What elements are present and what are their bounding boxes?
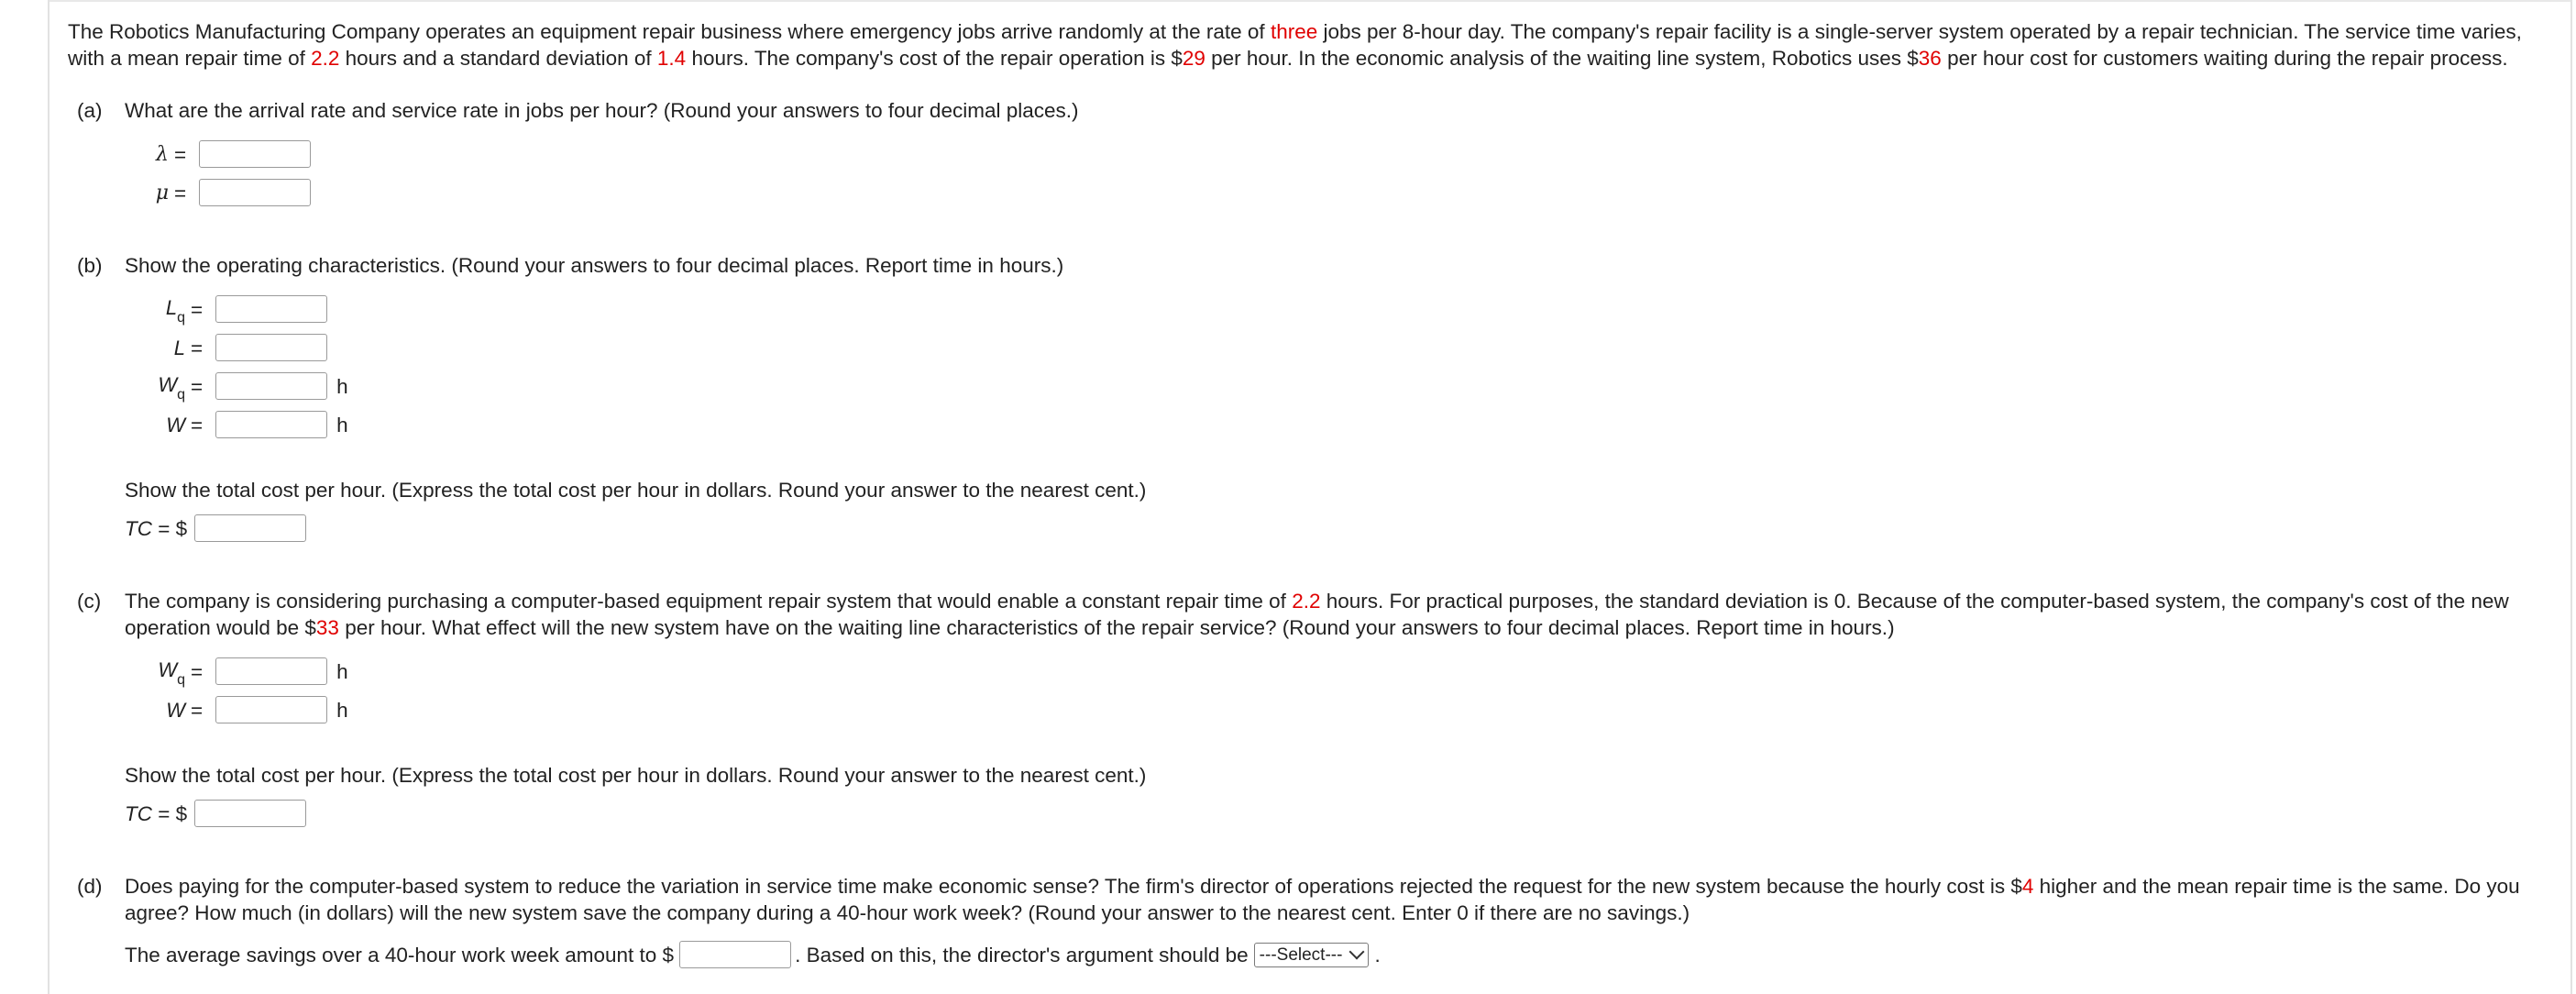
part-c-w-row: [125, 690, 2558, 729]
question-text: The company is considering purchasing a computer-based equipment repair system that would enable a constant repair time of: [125, 590, 1293, 613]
w-symbol: W: [166, 413, 185, 436]
tc-equals-dollar: = $: [152, 516, 188, 540]
lq-row: [125, 290, 2558, 328]
part-b: [68, 252, 2558, 547]
question-text: hours. For practical purposes, the standard deviation is 0. Because of the computer-based system, the company's cost of the new operation would be $: [125, 590, 2509, 639]
part-a-question: What are the arrival rate and service rate in jobs per hour? (Round your answers to four decimal places.): [125, 99, 1079, 122]
argument-select[interactable]: [1254, 943, 1370, 967]
part-c-tc-input[interactable]: [194, 800, 306, 827]
part-c-question: [125, 588, 2558, 641]
w-input[interactable]: [215, 411, 327, 438]
mu-label: [125, 179, 174, 206]
lambda-input[interactable]: [199, 140, 311, 168]
arrival-rate-value: three: [1270, 20, 1318, 43]
question-text: Does paying for the computer-based system to reduce the variation in service time make economic sense? The firm's director of operations rejected the request for the new system because the hourly cost is $: [125, 875, 2022, 898]
waiting-cost-value: 36: [1918, 47, 1942, 70]
wq-subscript: q: [177, 672, 185, 688]
intro-text: jobs per 8-hour day. The company's repair facility is a single-server system operated by a repair technician. The service time varies, with a mean repair time of: [68, 20, 2522, 70]
intro-text: per hour cost for customers waiting during the repair process.: [1941, 47, 2508, 70]
l-label: [125, 335, 191, 361]
equals-sign: =: [191, 336, 204, 359]
part-c-answers: [125, 652, 2558, 729]
period: .: [1374, 943, 1381, 966]
part-b-letter: (b): [77, 254, 103, 277]
argument-label: . Based on this, the director's argument should be: [795, 943, 1249, 966]
w-symbol: W: [166, 698, 185, 722]
part-d-question: [125, 873, 2558, 926]
wq-subscript: q: [177, 387, 185, 403]
lq-input[interactable]: [215, 295, 327, 323]
question-content: [68, 18, 2558, 974]
wq-symbol: W: [158, 658, 178, 681]
savings-input[interactable]: [679, 941, 791, 968]
part-a-letter: (a): [77, 99, 103, 122]
constant-time-value: 2.2: [1292, 590, 1321, 613]
chevron-down-icon: [1349, 944, 1365, 960]
hours-unit: h: [336, 374, 348, 398]
part-b-question: Show the operating characteristics. (Round your answers to four decimal places. Report time in hours.): [125, 254, 1064, 277]
wq-label: [125, 657, 191, 686]
equals-sign: =: [191, 659, 204, 683]
part-c-w-input[interactable]: [215, 696, 327, 723]
w-label: [125, 697, 191, 723]
part-c: [68, 588, 2558, 833]
wq-input[interactable]: [215, 372, 327, 400]
part-c-cost-question: Show the total cost per hour. (Express the total cost per hour in dollars. Round your answer to the nearest cent.): [125, 764, 1147, 787]
part-b-answers: [125, 290, 2558, 444]
part-c-wq-row: [125, 652, 2558, 690]
lambda-row: [125, 135, 2558, 173]
savings-label: The average savings over a 40-hour work week amount to $: [125, 943, 675, 966]
part-b-cost-question: Show the total cost per hour. (Express the total cost per hour in dollars. Round your answer to the nearest cent.): [125, 479, 1147, 502]
equals-sign: =: [191, 374, 204, 398]
lq-label: [125, 294, 191, 324]
equals-sign: =: [174, 142, 187, 166]
tc-label: TC: [125, 516, 152, 540]
select-value: ---Select---: [1259, 944, 1343, 965]
part-a: [68, 97, 2558, 212]
part-b-tc-input[interactable]: [194, 514, 306, 542]
equals-sign: =: [191, 413, 204, 436]
part-d-letter: (d): [77, 875, 103, 898]
hours-unit: h: [336, 413, 348, 436]
wq-label: [125, 371, 191, 401]
part-a-answers: [125, 135, 2558, 212]
mu-symbol: μ: [155, 182, 169, 204]
tc-label: TC: [125, 801, 152, 825]
lambda-label: [125, 140, 174, 168]
part-c-tc-row: [125, 794, 2558, 833]
w-row: [125, 405, 2558, 444]
equals-sign: =: [191, 297, 204, 321]
lq-symbol: L: [165, 296, 178, 319]
equals-sign: =: [174, 181, 187, 204]
equals-sign: =: [191, 698, 204, 722]
question-text: per hour. What effect will the new system have on the waiting line characteristics of the repair service? (Round your answers to four decimal places. Report time in hours.): [338, 616, 1895, 639]
savings-row: [125, 935, 2558, 974]
mu-input[interactable]: [199, 179, 311, 206]
w-label: [125, 412, 191, 438]
hours-unit: h: [336, 698, 348, 722]
part-c-letter: (c): [77, 590, 102, 613]
part-d: [68, 873, 2558, 974]
new-cost-value: 33: [315, 616, 339, 639]
tc-equals-dollar: = $: [152, 801, 188, 825]
l-row: [125, 328, 2558, 367]
lambda-symbol: λ: [156, 143, 169, 166]
hours-unit: h: [336, 659, 348, 683]
l-input[interactable]: [215, 334, 327, 361]
intro-text: The Robotics Manufacturing Company operates an equipment repair business where emergency jobs arrive randomly at the rate of: [68, 20, 1271, 43]
wq-row: [125, 367, 2558, 405]
part-c-wq-input[interactable]: [215, 657, 327, 685]
lq-subscript: q: [177, 310, 185, 326]
question-text: higher and the mean repair time is the same. Do you agree? How much (in dollars) will the new system save the company during a 40-hour work week? (Round your answer to the nearest cent. Enter 0 if there are no savings.): [125, 875, 2520, 924]
part-b-tc-row: [125, 509, 2558, 547]
wq-symbol: W: [158, 373, 178, 396]
problem-statement: [68, 18, 2558, 72]
l-symbol: L: [173, 336, 185, 359]
intro-text: hours and a standard deviation of: [339, 47, 657, 70]
std-dev-value: 1.4: [656, 47, 687, 70]
intro-text: per hour. In the economic analysis of the waiting line system, Robotics uses $: [1205, 47, 1919, 70]
mean-repair-value: 2.2: [311, 47, 340, 70]
repair-cost-value: 29: [1182, 47, 1205, 70]
intro-text: hours. The company's cost of the repair operation is $: [686, 47, 1183, 70]
higher-cost-value: 4: [2021, 875, 2034, 898]
mu-row: [125, 173, 2558, 212]
